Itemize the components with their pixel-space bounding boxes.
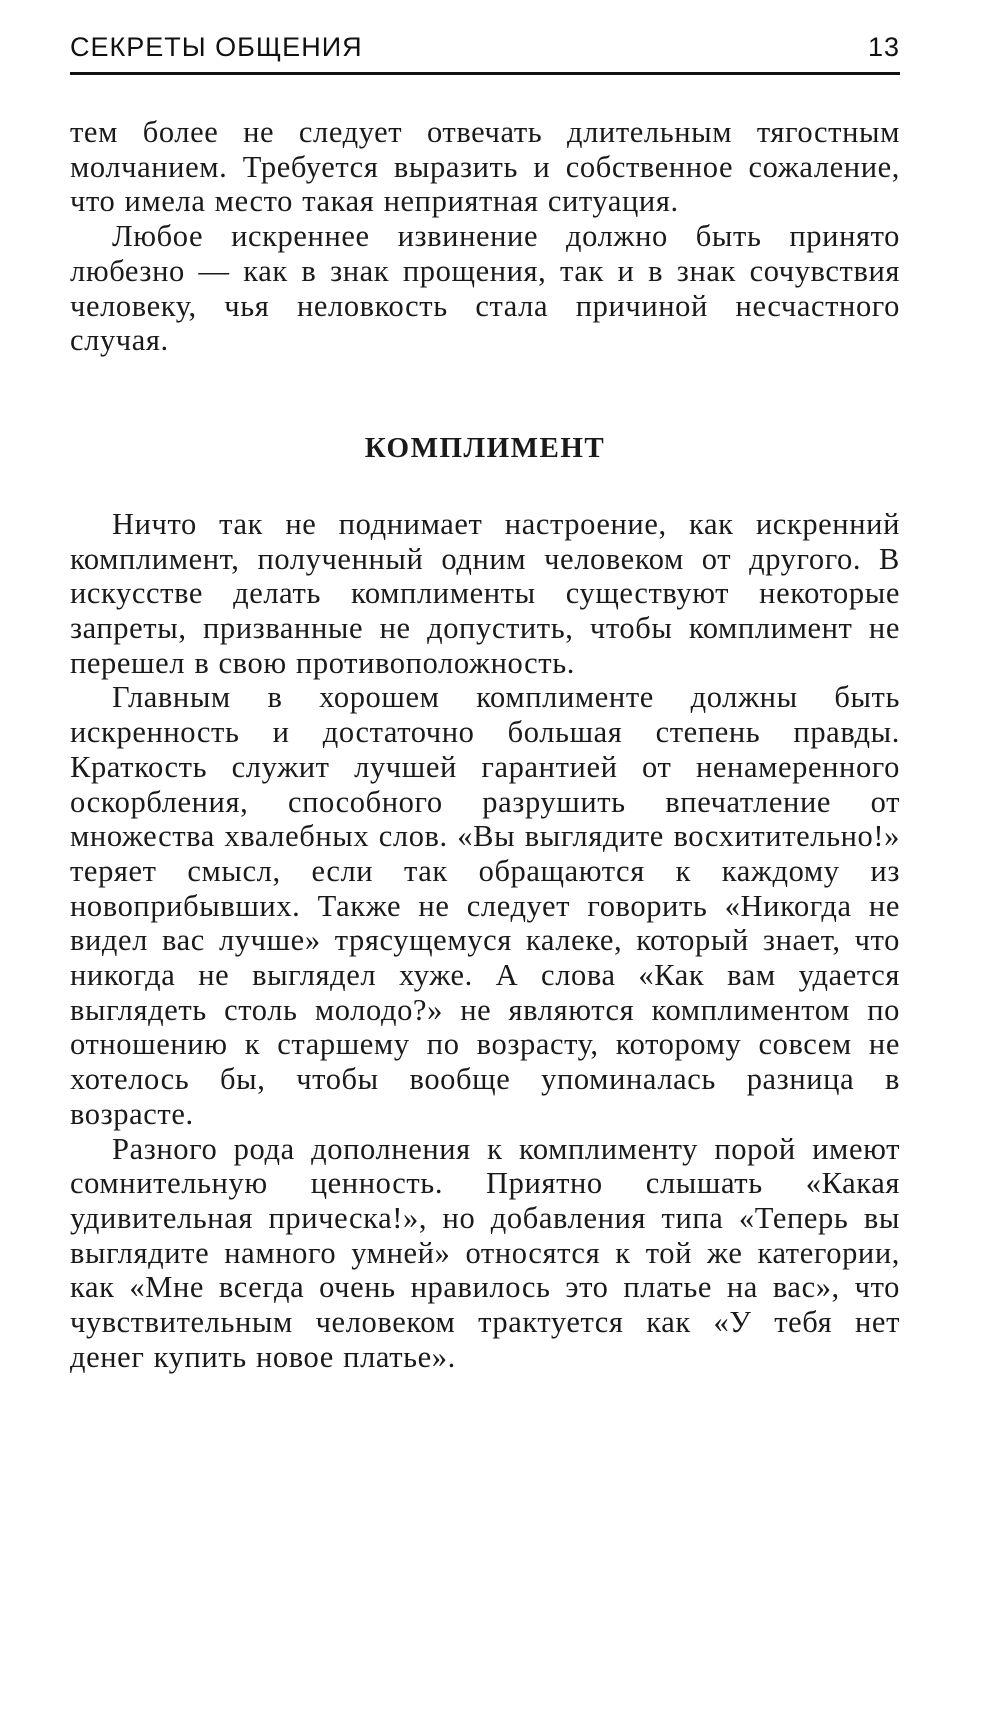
intro-text — [70, 115, 900, 358]
running-header — [70, 28, 900, 70]
paragraph: Разного рода дополнения к комплименту порой имеют сомнительную ценность. Приятно слышать «Какая удивительная прическа!», но добавления типа «Теперь вы выглядите намного умней» относятся к той же категории, как «Мне всегда очень нравилось это платье на вас», что чувствительным человеком трактуется как «У тебя нет денег купить новое платье». — [70, 1131, 900, 1374]
running-title: СЕКРЕТЫ ОБЩЕНИЯ — [70, 32, 363, 62]
paragraph: Ничто так не поднимает настроение, как искренний комплимент, полученный одним человеком от другого. В искусстве делать комплименты существуют некоторые запреты, призванные не допустить, чтобы комплимент не перешел в свою противоположность. — [70, 506, 900, 680]
page-number: 13 — [867, 32, 900, 62]
section-heading: КОМПЛИМЕНТ — [364, 431, 606, 464]
book-page — [70, 28, 900, 1375]
paragraph: тем более не следует отвечать длительным тягостным молчанием. Требуется выразить и собственное сожаление, что имела место такая неприятная ситуация. — [70, 115, 900, 219]
paragraph: Главным в хорошем комплименте должны быть искренность и достаточно большая степень правды. Краткость служит лучшей гарантией от ненамеренного оскорбления, способного разрушить впечатление от множества хвалебных слов. «Вы выглядите восхитительно!» теряет смысл, если так обращаются к каждому из новоприбывших. Также не следует говорить «Никогда не видел вас лучше» трясущемуся калеке, который знает, что никогда не выглядел хуже. А слова «Как вам удается выглядеть столь молодо?» не являются комплиментом по отношению к старшему по возрасту, которому совсем не хотелось бы, чтобы вообще упоминалась разница в возрасте. — [70, 680, 900, 1131]
header-rule — [70, 72, 900, 75]
paragraph: Любое искреннее извинение должно быть принято любезно — как в знак прощения, так и в знак сочувствия человеку, чья неловкость стала причиной несчастного случая. — [70, 219, 900, 358]
section-text — [70, 507, 900, 1375]
